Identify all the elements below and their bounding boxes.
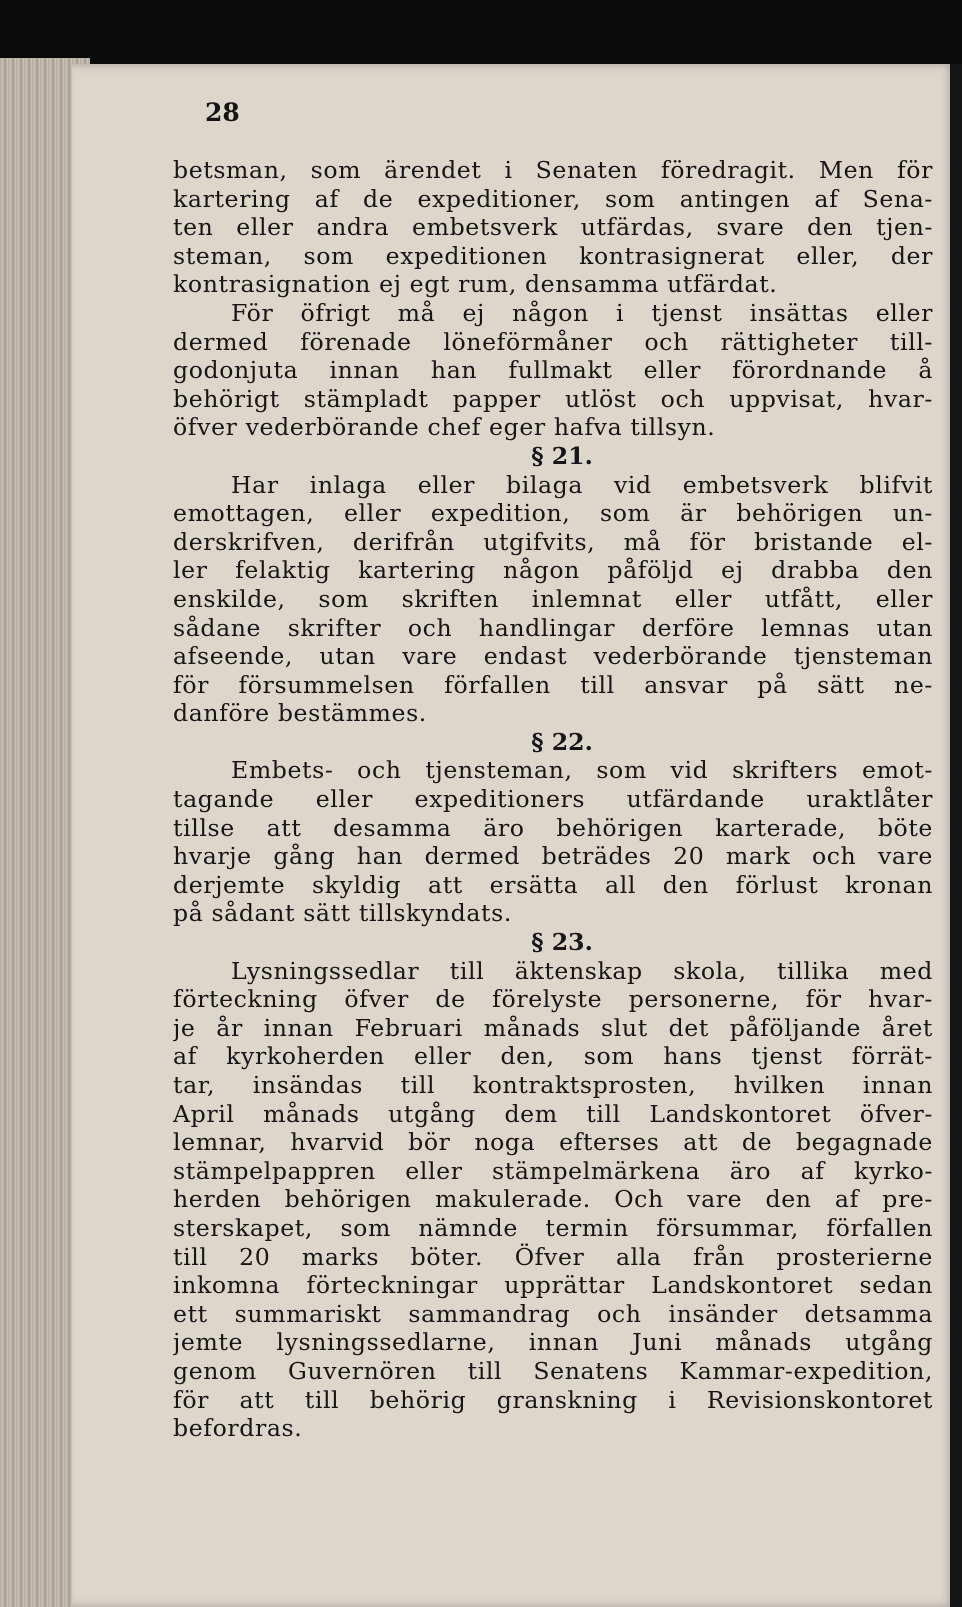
text-line: godonjuta innan han fullmakt eller förordnande å xyxy=(173,356,933,385)
text-line: tillse att desamma äro behörigen karterade, böte xyxy=(173,813,933,842)
text-line: lemnar, hvarvid bör noga efterses att de begagnade xyxy=(173,1128,933,1157)
right-page-edge xyxy=(950,64,962,1607)
text-line: behörigt stämpladt papper utlöst och uppvisat, hvar- xyxy=(173,384,933,413)
text-line: Embets- och tjensteman, som vid skrifters emot- xyxy=(231,756,933,785)
text-line: sådane skrifter och handlingar derföre lemnas utan xyxy=(173,613,933,642)
text-line: enskilde, som skriften inlemnat eller utfått, eller xyxy=(173,584,933,613)
text-line: tagande eller expeditioners utfärdande uraktlåter xyxy=(173,785,933,814)
text-line: derskrifven, derifrån utgifvits, må för bristande el- xyxy=(173,527,933,556)
text-line: stämpelpappren eller stämpelmärkena äro af kyrko- xyxy=(173,1156,933,1185)
text-line: för att till behörig granskning i Revisionskontoret xyxy=(173,1385,933,1414)
text-line: derjemte skyldig att ersätta all den förlust kronan xyxy=(173,870,933,899)
page-number: 28 xyxy=(205,98,240,127)
text-line: befordras. xyxy=(173,1414,303,1443)
text-line: Har inlaga eller bilaga vid embetsverk blifvit xyxy=(231,470,933,499)
text-line: För öfrigt må ej någon i tjenst insättas eller xyxy=(231,298,933,327)
text-line: danföre bestämmes. xyxy=(173,699,427,728)
text-line: kartering af de expeditioner, som antingen af Sena- xyxy=(173,184,933,213)
text-line: på sådant sätt tillskyndats. xyxy=(173,899,512,928)
text-line: steman, som expeditionen kontrasignerat eller, der xyxy=(173,241,933,270)
text-line: af kyrkoherden eller den, som hans tjenst förrät- xyxy=(173,1042,933,1071)
text-line: ten eller andra embetsverk utfärdas, svare den tjen- xyxy=(173,213,933,242)
text-line: öfver vederbörande chef eger hafva tillsyn. xyxy=(173,413,716,442)
text-line: Lysningssedlar till äktenskap skola, tillika med xyxy=(231,956,933,985)
section-heading-23: § 23. xyxy=(531,928,593,957)
text-line: kontrasignation ej egt rum, densamma utfärdat. xyxy=(173,270,778,299)
text-line: genom Guvernören till Senatens Kammar-expedition, xyxy=(173,1356,933,1385)
body-text xyxy=(173,156,933,1443)
text-line: jemte lysningssedlarne, innan Juni månads utgång xyxy=(173,1328,933,1357)
text-line: för försummelsen förfallen till ansvar på sätt ne- xyxy=(173,670,933,699)
text-line: je år innan Februari månads slut det påföljande året xyxy=(173,1013,933,1042)
text-line: tar, insändas till kontraktsprosten, hvilken innan xyxy=(173,1071,933,1099)
text-line: emottagen, eller expedition, som är behörigen un- xyxy=(173,499,933,528)
text-line: sterskapet, som nämnde termin försummar, förfallen xyxy=(173,1213,933,1242)
text-line: herden behörigen makulerade. Och vare den af pre- xyxy=(173,1185,933,1214)
text-line: ler felaktig kartering någon påföljd ej drabba den xyxy=(173,556,933,585)
text-line: afseende, utan vare endast vederbörande tjensteman xyxy=(173,642,933,671)
section-heading-22: § 22. xyxy=(531,727,593,756)
text-line: till 20 marks böter. Öfver alla från prosterierne xyxy=(173,1242,933,1271)
text-line: betsman, som ärendet i Senaten föredragit. Men för xyxy=(173,156,933,184)
text-line: förteckning öfver de förelyste personerne, för hvar- xyxy=(173,985,933,1014)
text-line: April månads utgång dem till Landskontoret öfver- xyxy=(173,1099,933,1128)
text-line: inkomna förteckningar upprättar Landskontoret sedan xyxy=(173,1271,933,1300)
text-line: dermed förenade löneförmåner och rättigheter till- xyxy=(173,327,933,356)
text-line: ett summariskt sammandrag och insänder detsamma xyxy=(173,1299,933,1328)
text-line: hvarje gång han dermed beträdes 20 mark och vare xyxy=(173,842,933,871)
section-heading-21: § 21. xyxy=(531,441,593,470)
